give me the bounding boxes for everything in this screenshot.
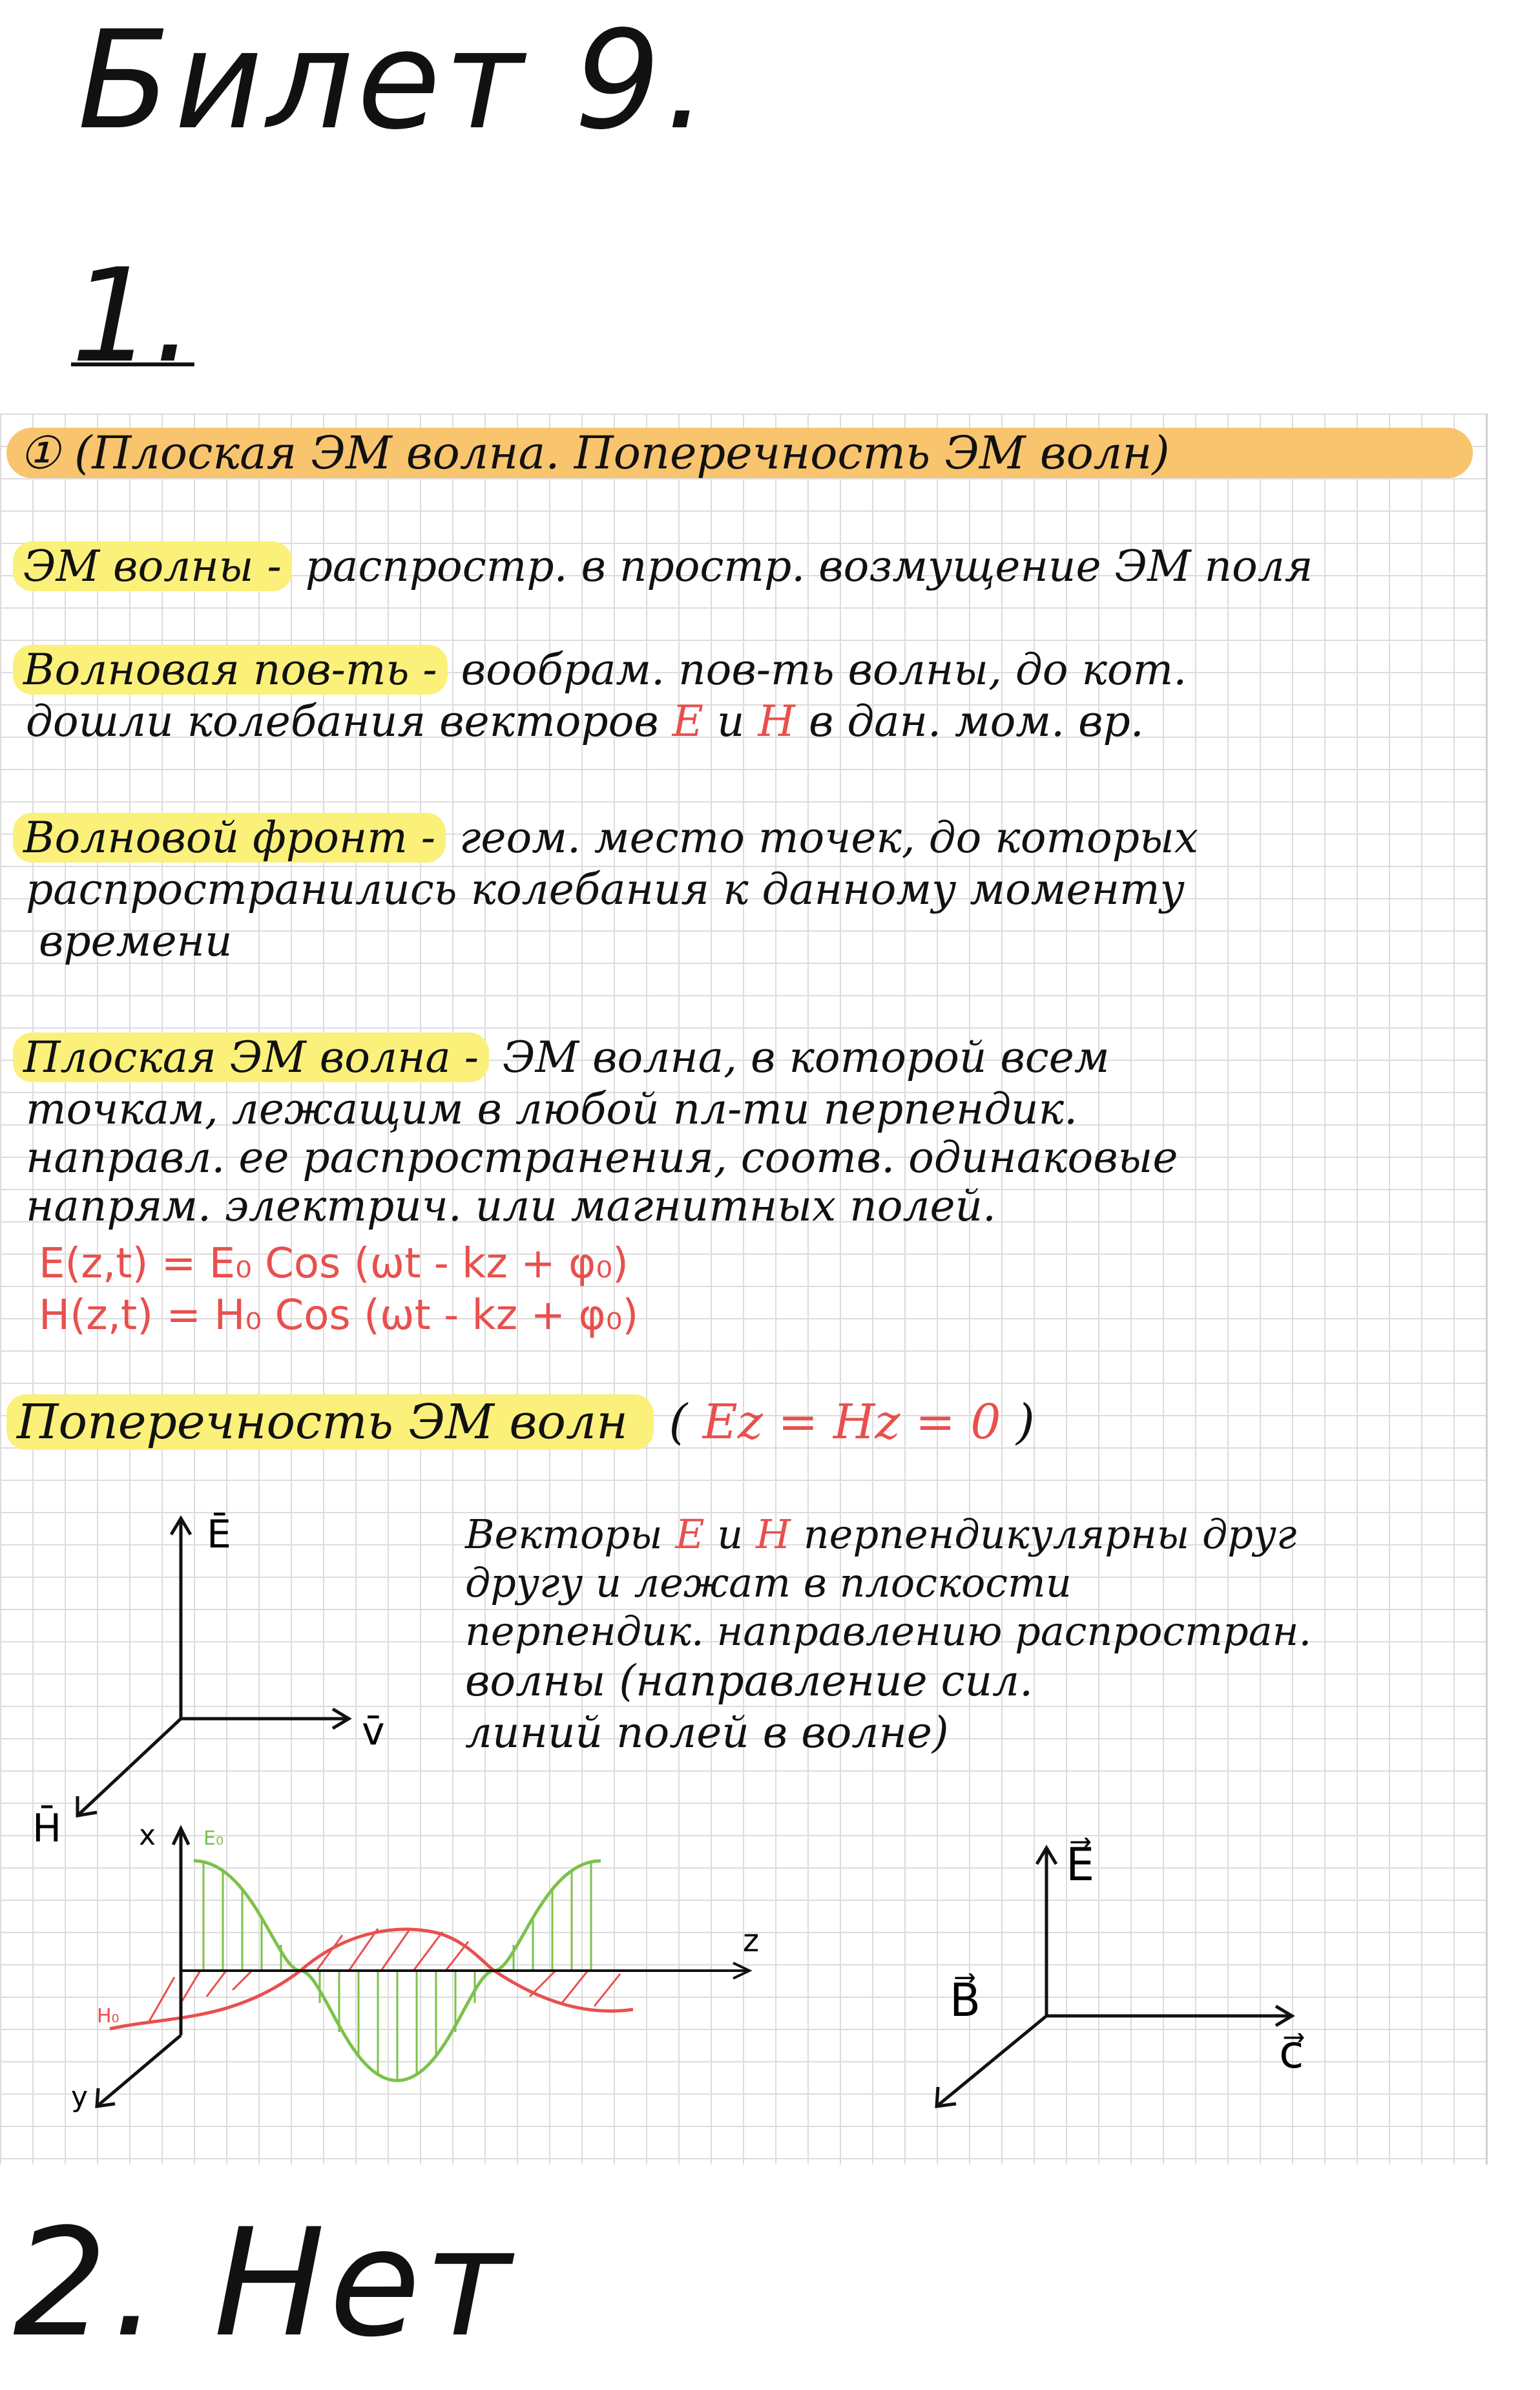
- diagram2-y-label: y: [71, 2081, 88, 2113]
- vectors-text-line1: [465, 1512, 1296, 1557]
- def-wave-surface-text2a: дошли колебания векторов: [26, 697, 659, 746]
- definition-em-waves: [13, 543, 1313, 591]
- definition-wave-surface-line2: [26, 698, 1144, 746]
- diagram3-c-label: c⃗: [1279, 2026, 1304, 2079]
- section-number: 1.: [71, 241, 194, 392]
- vectors-text-line4: волны (направление сил.: [465, 1656, 1034, 1706]
- diagram1-v-label: v̄: [362, 1709, 385, 1754]
- vectors-h-label: H: [755, 1511, 791, 1558]
- def-plane-wave-text1: ЭМ волна, в которой всем: [503, 1033, 1110, 1082]
- def-wave-surface-text2b: в дан. мом. вр.: [808, 697, 1144, 746]
- term-em-waves: ЭМ волны -: [13, 541, 292, 591]
- grid-paper-notes: [0, 414, 1488, 2165]
- vectors-text-l1b: перпендикулярны друг: [803, 1511, 1297, 1558]
- def-plane-wave-text2: точкам, лежащим в любой пл-ти перпендик.: [26, 1084, 1078, 1134]
- h-wave-hatching: [149, 1929, 620, 2022]
- axes-diagram-3: [891, 1822, 1357, 2119]
- page-title: Билет 9.: [78, 1, 712, 160]
- formula-h: H(z,t) = H₀ Cos (ωt - kz + φ₀): [39, 1292, 639, 1339]
- definition-transverse: [6, 1396, 1035, 1449]
- term-wave-front: Волновой фронт -: [13, 813, 446, 863]
- def-wave-front-text2: распространились колебания к данному моменту: [26, 865, 1185, 914]
- diagram3-b-label: B⃗: [950, 1974, 981, 2027]
- diagram1-h-label: H̄: [32, 1806, 62, 1851]
- axes-diagram-1: [0, 1486, 452, 1851]
- definition-wave-front: [13, 814, 1198, 862]
- def-wave-front-text1: геом. место точек, до которых: [459, 813, 1198, 863]
- vectors-word: Векторы: [465, 1511, 663, 1558]
- term-wave-surface: Волновая пов-ть -: [13, 645, 448, 695]
- vector-h-label: H: [758, 697, 795, 746]
- def-plane-wave-text3: направл. ее распространения, соотв. одинаковые: [26, 1133, 1178, 1182]
- h-wave-curve: [110, 1929, 633, 2029]
- paren-open: (: [669, 1394, 688, 1450]
- diagram2-z-label: z: [743, 1923, 760, 1959]
- notes-header: ① (Плоская ЭМ волна. Поперечность ЭМ волн): [6, 428, 1473, 478]
- vector-e-label: E: [672, 697, 703, 746]
- definition-wave-surface: [13, 646, 1187, 694]
- term-transverse: Поперечность ЭМ волн: [6, 1394, 654, 1450]
- diagram2-h0-label: H₀: [97, 2005, 120, 2028]
- diagram2-x-label: x: [139, 1819, 156, 1852]
- vectors-and: и: [717, 1511, 744, 1558]
- and-word: и: [716, 697, 745, 746]
- wave-diagram: [39, 1809, 827, 2132]
- paren-close: ): [1016, 1394, 1035, 1450]
- vectors-text-line5: линий полей в волне): [465, 1708, 949, 1757]
- def-wave-surface-text1: вообрам. пов-ть волны, до кот.: [461, 645, 1187, 695]
- diagram1-e-label: Ē: [207, 1512, 231, 1557]
- definition-plane-em-wave: [13, 1034, 1110, 1082]
- term-plane-em-wave: Плоская ЭМ волна -: [13, 1033, 489, 1082]
- formula-e: E(z,t) = E₀ Cos (ωt - kz + φ₀): [39, 1240, 629, 1288]
- transverse-condition: Ez = Hz = 0: [702, 1394, 1001, 1450]
- vectors-e-label: E: [675, 1511, 705, 1558]
- vectors-text-line3: перпендик. направлению распростран.: [465, 1608, 1312, 1655]
- def-wave-front-text3: времени: [39, 916, 233, 966]
- section-2-title: 2. Нет: [13, 2197, 515, 2370]
- def-em-waves-text: распростр. в простр. возмущение ЭМ поля: [305, 541, 1313, 591]
- def-plane-wave-text4: напрям. электрич. или магнитных полей.: [26, 1181, 997, 1231]
- diagram3-e-label: E⃗: [1066, 1838, 1095, 1891]
- diagram2-e0-label: E₀: [203, 1827, 224, 1850]
- vectors-text-line2: другу и лежат в плоскости: [465, 1559, 1072, 1606]
